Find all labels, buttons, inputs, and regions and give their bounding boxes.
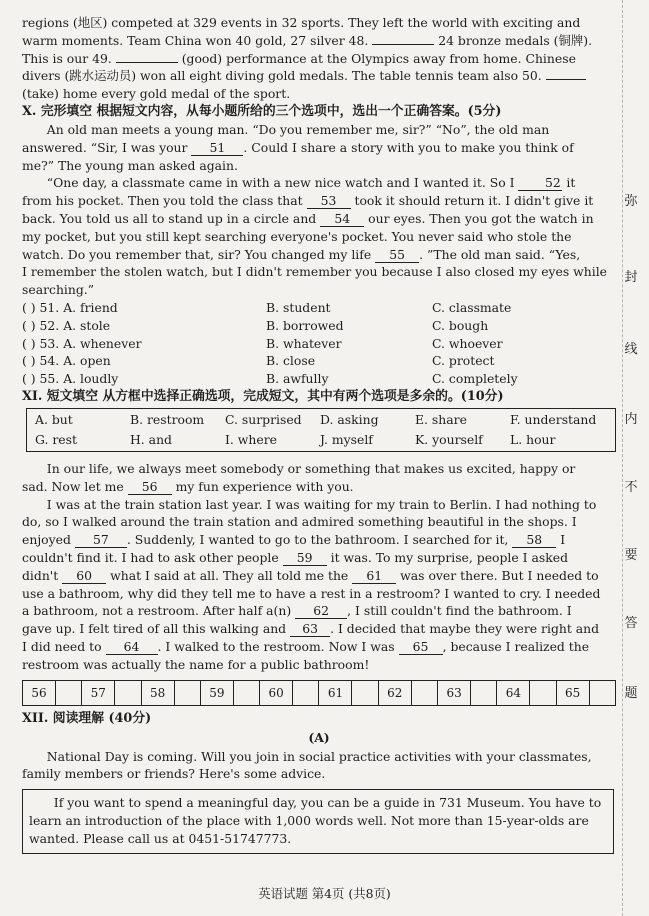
word-option: C. surprised [225, 411, 302, 427]
word-option: B. restroom [130, 411, 205, 427]
paragraph: searching.” [22, 282, 95, 298]
blank-56[interactable]: 56 [128, 480, 172, 495]
paragraph [22, 210, 616, 228]
choice-row[interactable] [22, 317, 616, 335]
answer-slot[interactable] [352, 681, 377, 705]
answer-number: 60 [260, 681, 293, 705]
option-b[interactable]: B. borrowed [266, 317, 344, 333]
text: what I said at all. They all told me the [110, 567, 349, 583]
word-option: G. rest [35, 431, 77, 447]
text: “One day, a classmate came in with a new nice watch and I wanted it. So I [46, 175, 515, 191]
section-11-title: XI. 短文填空 从方框中选择正确选项，完成短文，其中有两个选项是多余的。(10分) [22, 388, 504, 404]
text: , because I realized the [442, 638, 590, 654]
text: , I still couldn't find the bathroom. I [347, 603, 572, 619]
text: . ”The old man said. “Yes, [419, 246, 581, 262]
text: I did need to [22, 638, 102, 654]
option-a[interactable]: ( ) 51. A. friend [22, 299, 118, 315]
choice-row[interactable] [22, 299, 616, 317]
answer-cell[interactable] [201, 681, 260, 705]
paragraph: An old man meets a young man. “Do you remember me, sir?” “No”, the old man [46, 121, 550, 137]
option-b[interactable]: B. student [266, 299, 331, 315]
choice-row[interactable] [22, 352, 616, 370]
answer-cell[interactable] [438, 681, 497, 705]
text: . I decided that maybe they were right and [330, 621, 600, 637]
paragraph [22, 638, 616, 656]
text: didn't [22, 567, 59, 583]
answer-slot[interactable] [175, 681, 200, 705]
answer-slot[interactable] [471, 681, 496, 705]
seal-char: 封 [624, 270, 638, 285]
answer-grid [22, 680, 616, 706]
section-12-title: XII. 阅读理解 (40分) [22, 710, 152, 726]
word-option: L. hour [510, 431, 556, 447]
paragraph: National Day is coming. Will you join in social practice activities with your classmates, [46, 748, 592, 764]
blank-60[interactable]: 60 [62, 569, 106, 584]
answer-slot[interactable] [293, 681, 318, 705]
intro-line [22, 50, 616, 68]
blank-53[interactable]: 53 [307, 194, 351, 209]
answer-cell[interactable] [497, 681, 556, 705]
answer-slot[interactable] [56, 681, 81, 705]
paragraph [22, 478, 616, 496]
answer-cell[interactable] [319, 681, 378, 705]
text: . Could I share a story with you to make you think of [243, 139, 574, 155]
word-option: H. and [130, 431, 172, 447]
text: . Suddenly, I wanted to go to the bathroom. I searched for it, [126, 532, 509, 548]
text: 24 bronze medals (铜牌). [438, 32, 593, 48]
paragraph: I was at the train station last year. I was waiting for my train to Berlin. I had nothing to [46, 496, 597, 512]
blank-63[interactable]: 63 [290, 622, 330, 637]
answer-cell[interactable] [379, 681, 438, 705]
intro-line [22, 32, 616, 50]
answer-cell[interactable] [142, 681, 201, 705]
blank-52[interactable]: 52 [518, 176, 562, 191]
paragraph [22, 567, 616, 585]
answer-number: 64 [497, 681, 530, 705]
choice-list [22, 299, 616, 388]
blank-48[interactable] [372, 44, 434, 45]
text: I [560, 532, 566, 548]
advice-line: If you want to spend a meaningful day, you can be a guide in 731 Museum. You have to [53, 795, 602, 811]
seal-char: 弥 [624, 194, 638, 209]
seal-char: 要 [624, 548, 638, 563]
section-10-title: X. 完形填空 根据短文内容，从每小题所给的三个选项中，选出一个正确答案。(5分) [22, 103, 502, 119]
paragraph: my pocket, but you still kept searching everyone's pocket. You never said who stole the [22, 228, 572, 244]
main-content [22, 14, 616, 854]
intro-line [22, 67, 616, 85]
text: This is our 49. [22, 50, 112, 66]
seal-char: 题 [624, 686, 638, 701]
seal-char: 答 [624, 616, 638, 631]
text: divers (跳水运动员) won all eight diving gold medals. The table tennis team also 50. [22, 68, 542, 84]
answer-number: 63 [438, 681, 471, 705]
answer-cell[interactable] [82, 681, 141, 705]
word-option: A. but [35, 411, 73, 427]
option-c[interactable]: C. whoever [432, 335, 503, 351]
word-option: K. yourself [415, 431, 483, 447]
word-option: D. asking [320, 411, 379, 427]
option-c[interactable]: C. bough [432, 317, 489, 333]
option-c[interactable]: C. protect [432, 353, 495, 369]
blank-50[interactable] [546, 79, 586, 80]
answer-slot[interactable] [530, 681, 555, 705]
paragraph: do, so I walked around the train station and admired something beautiful in the shops. I [22, 514, 577, 530]
option-a[interactable]: ( ) 54. A. open [22, 353, 111, 369]
word-option: E. share [415, 411, 467, 427]
option-b[interactable]: B. close [266, 353, 316, 369]
answer-number: 58 [142, 681, 175, 705]
text: took it should return it. I didn't give it [354, 193, 594, 209]
answer-number: 57 [82, 681, 115, 705]
blank-57[interactable]: 57 [75, 533, 127, 548]
text: warm moments. Team China won 40 gold, 27 silver 48. [22, 32, 369, 48]
answer-cell[interactable] [557, 681, 615, 705]
answer-number: 61 [319, 681, 352, 705]
answer-number: 56 [23, 681, 56, 705]
text: watch. Do you remember that, sir? You changed my life [22, 246, 372, 262]
paragraph [22, 620, 616, 638]
option-a[interactable]: ( ) 53. A. whenever [22, 335, 142, 351]
paragraph [22, 602, 616, 620]
paragraph: restroom was actually the name for a public bathroom! [22, 656, 370, 672]
blank-59[interactable]: 59 [283, 551, 327, 566]
option-a[interactable]: ( ) 52. A. stole [22, 317, 111, 333]
advice-box [22, 789, 614, 854]
intro-line: (take) home every gold medal of the sport. [22, 86, 291, 102]
text: a bathroom, not a restroom. After half a(n) [22, 603, 292, 619]
blank-49[interactable] [116, 62, 178, 63]
word-box [26, 408, 616, 452]
paragraph: In our life, we always meet somebody or something that makes us excited, happy or [46, 460, 576, 476]
paragraph [22, 549, 616, 567]
paragraph [22, 531, 616, 549]
passage-label: (A) [308, 729, 330, 745]
option-c[interactable]: C. classmate [432, 299, 512, 315]
page-footer: 英语试题 第4页 (共8页) [258, 886, 391, 901]
paragraph [22, 139, 616, 157]
text: . I walked to the restroom. Now I was [157, 638, 395, 654]
text: it was. To my surprise, people I asked [330, 549, 569, 565]
word-row [35, 430, 607, 450]
text: my fun experience with you. [175, 478, 354, 494]
seal-char: 不 [624, 480, 638, 495]
text: sad. Now let me [22, 478, 124, 494]
answer-number: 65 [557, 681, 590, 705]
advice-line: learn an introduction of the place with 1,000 words well. Not more than 15-year-olds are [29, 812, 589, 828]
text: from his pocket. Then you told the class that [22, 193, 303, 209]
text: couldn't find it. I had to ask other people [22, 549, 279, 565]
choice-row[interactable] [22, 370, 616, 388]
blank-61[interactable]: 61 [352, 569, 396, 584]
text: back. You told us all to stand up in a circle and [22, 210, 317, 226]
word-option: I. where [225, 431, 277, 447]
word-row [35, 410, 607, 430]
choice-row[interactable] [22, 335, 616, 353]
seal-notice [619, 190, 643, 710]
paragraph [22, 246, 616, 264]
paragraph [22, 174, 616, 192]
option-a[interactable]: ( ) 55. A. loudly [22, 371, 119, 387]
text: was over there. But I needed to [400, 567, 599, 583]
answer-slot[interactable] [234, 681, 259, 705]
answer-cell[interactable] [260, 681, 319, 705]
seal-char: 内 [624, 412, 638, 427]
option-b[interactable]: B. awfully [266, 371, 329, 387]
seal-char: 线 [624, 342, 638, 357]
option-b[interactable]: B. whatever [266, 335, 342, 351]
answer-slot[interactable] [590, 681, 615, 705]
paragraph: I remember the stolen watch, but I didn't remember you because I also closed my eyes while [22, 264, 608, 280]
text: gave up. I felt tired of all this walking and [22, 621, 287, 637]
answer-slot[interactable] [412, 681, 437, 705]
word-option: F. understand [510, 411, 597, 427]
blank-55[interactable]: 55 [375, 248, 419, 263]
paragraph: use a bathroom, why did they tell me to have a rest in a restroom? I wanted to cry. I needed [22, 585, 601, 601]
blank-51[interactable]: 51 [191, 141, 243, 156]
answer-cell[interactable] [23, 681, 82, 705]
paragraph [22, 192, 616, 210]
text: (good) performance at the Olympics away from home. Chinese [181, 50, 576, 66]
text: answered. “Sir, I was your [22, 139, 188, 155]
text: it [566, 175, 576, 191]
blank-54[interactable]: 54 [320, 212, 364, 227]
option-c[interactable]: C. completely [432, 371, 518, 387]
blank-64[interactable]: 64 [106, 640, 158, 655]
paragraph: family members or friends? Here's some advice. [22, 766, 326, 782]
blank-58[interactable]: 58 [512, 533, 556, 548]
advice-line: wanted. Please call us at 0451-51747773. [29, 830, 292, 846]
word-option: J. myself [320, 431, 373, 447]
text: enjoyed [22, 532, 71, 548]
paragraph: me?” The young man asked again. [22, 157, 238, 173]
answer-slot[interactable] [115, 681, 140, 705]
blank-62[interactable]: 62 [295, 604, 347, 619]
answer-number: 62 [379, 681, 412, 705]
intro-line: regions (地区) competed at 329 events in 32 sports. They left the world with exciting and [22, 15, 581, 30]
answer-number: 59 [201, 681, 234, 705]
blank-65[interactable]: 65 [399, 640, 443, 655]
text: our eyes. Then you got the watch in [368, 210, 594, 226]
